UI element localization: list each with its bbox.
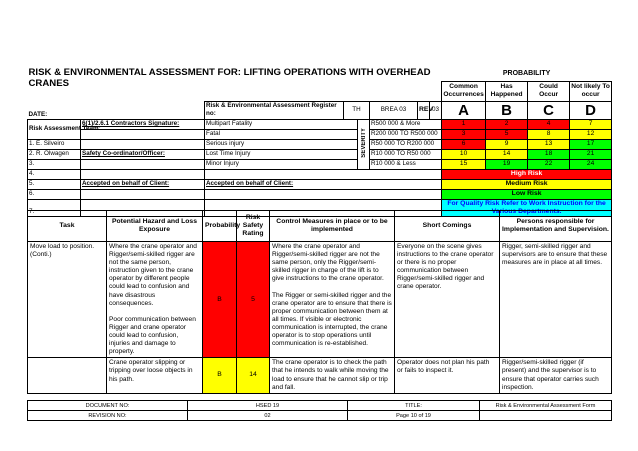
severity-level-cost: R10 000 & Less: [370, 159, 442, 169]
probability-cell: B: [203, 242, 237, 358]
team-cell: [205, 189, 442, 199]
column-header-task: Task: [28, 211, 107, 242]
column-header-controls: Control Measures in place or to be implemented: [270, 211, 395, 242]
task-cell: Move load to position. (Conti.): [28, 242, 107, 358]
table-row: [28, 358, 612, 393]
team-member: 4.: [28, 169, 81, 179]
team-member: 1. E. Silveiro: [28, 139, 81, 149]
persons-cell: Rigger, semi-skilled rigger and supervisors are to ensure that these measures are in place at all times.: [500, 242, 612, 358]
column-header-persons: Persons responsible for Implementation and Supervision.: [500, 211, 612, 242]
team-member: 5.: [28, 179, 81, 189]
table-row: [28, 242, 612, 358]
matrix-cell: 7: [570, 119, 612, 129]
hazard-cell: Crane operator slipping or tripping over loose objects in his path.: [107, 358, 203, 393]
matrix-cell: 17: [570, 139, 612, 149]
hazard-cell: Where the crane operator and Rigger/semi-skilled rigger are not the same person, instruction given to the crane operator by different people could lead to confusion and have disastrous consequences. Poor communication between Rigger and crane operator could lead to confusion, injuries and damage to property.: [107, 242, 203, 358]
matrix-cell: 2: [486, 119, 528, 129]
client-acceptance-label: Accepted on behalf of Client:: [81, 179, 205, 189]
client-acceptance-label-2: Accepted on behalf of Client:: [205, 179, 442, 189]
probability-title: PROBABILITY: [502, 69, 551, 77]
team-cell: [81, 169, 205, 179]
matrix-cell: 15: [442, 159, 486, 169]
team-cell: [205, 169, 442, 179]
matrix-cell: 5: [486, 129, 528, 139]
severity-axis-label: SEVERITY: [358, 119, 370, 169]
matrix-cell: 6: [442, 139, 486, 149]
probability-col-a-label: Common Occurrences: [442, 81, 486, 101]
team-member: 3.: [28, 159, 81, 169]
probability-letter-b: B: [486, 101, 528, 119]
column-header-probability: Probability: [203, 211, 237, 242]
severity-level-name: Multipart Fatality: [205, 119, 358, 129]
severity-level-cost: R200 000 TO R500 000: [370, 129, 442, 139]
team-member: 6.: [28, 189, 81, 199]
matrix-cell: 10: [442, 149, 486, 159]
team-member: 2. R. Olwagen: [28, 149, 81, 159]
safety-coordinator-label: Safety Co-ordinator/Officer:: [81, 149, 205, 159]
severity-level-name: Serious injury: [205, 139, 358, 149]
page-number: Page 10 of 19: [348, 411, 480, 421]
column-header-hazard: Potential Hazard and Loss Exposure: [107, 211, 203, 242]
rating-cell: 14: [237, 358, 270, 393]
document-number-label: DOCUMENT NO:: [28, 401, 188, 411]
legend-medium-risk: Medium Risk: [442, 179, 612, 189]
probability-col-b-label: Has Happened: [486, 81, 528, 101]
probability-col-c-label: Could Occur: [528, 81, 570, 101]
team-cell: [81, 189, 205, 199]
probability-col-d-label: Not likely To occur: [570, 81, 612, 101]
document-footer: [27, 400, 612, 421]
matrix-cell: 18: [528, 149, 570, 159]
matrix-cell: 3: [442, 129, 486, 139]
column-header-rating: Risk Safety Rating: [237, 211, 270, 242]
severity-level-cost: R500 000 & More: [370, 119, 442, 129]
rating-cell: 5: [237, 242, 270, 358]
team-cell: [81, 159, 205, 169]
register-code: TH: [344, 101, 370, 119]
severity-level-name: Fatal: [205, 129, 358, 139]
date-label: DATE:: [28, 110, 48, 118]
controls-cell: The crane operator is to check the path that he intends to walk while moving the load to ensure that he cannot slip or trip and fall.: [270, 358, 395, 393]
legend-high-risk: High Risk: [442, 169, 612, 179]
revision-number-label: REVISION NO:: [28, 411, 188, 421]
team-cell: [81, 139, 205, 149]
matrix-cell: 14: [486, 149, 528, 159]
hazard-table: [27, 210, 612, 394]
rev-value: 03: [430, 101, 442, 119]
probability-cell: B: [203, 358, 237, 393]
matrix-cell: 1: [442, 119, 486, 129]
matrix-cell: 4: [528, 119, 570, 129]
matrix-cell: 8: [528, 129, 570, 139]
matrix-cell: 12: [570, 129, 612, 139]
register-label: Risk & Environmental Assessment Register no:: [205, 101, 344, 119]
matrix-cell: 21: [570, 149, 612, 159]
team-member: 7.: [28, 199, 81, 216]
severity-level-cost: R10 000 TO R50 000: [370, 149, 442, 159]
team-label: Risk Assessment Team:: [28, 119, 81, 139]
matrix-cell: 24: [570, 159, 612, 169]
controls-cell: Where the crane operator and Rigger/semi-skilled rigger are not the same person, only the Rigger/semi-skilled rigger in charge of the lift is to give instructions to the crane operator. The Rigger or semi-skilled rigger and the crane operator are to ensure that there is proper communication between them at all times. If visible or electronic communication is interrupted, the crane operator is to stop operations until communication is re-established.: [270, 242, 395, 358]
legend-low-risk: Low Risk: [442, 189, 612, 199]
persons-cell: Rigger/semi-skilled rigger (if present) and the supervisor is to ensure that operator carries such inspection.: [500, 358, 612, 393]
probability-letter-d: D: [570, 101, 612, 119]
column-header-shortcomings: Short Comings: [395, 211, 500, 242]
shortcomings-cell: Everyone on the scene gives instructions to the crane operator or there is no proper communication between Rigger/semi-skilled rigger and crane operator.: [395, 242, 500, 358]
task-cell: [28, 358, 107, 393]
legend-quality-note: For Quality Risk Refer to Work Instruction for the Various Departments.: [442, 199, 612, 216]
matrix-cell: 19: [486, 159, 528, 169]
probability-letter-a: A: [442, 101, 486, 119]
assessment-title: RISK & ENVIRONMENTAL ASSESSMENT FOR: LIFTING OPERATIONS WITH OVERHEAD CRANES: [28, 67, 431, 89]
severity-level-cost: R50 000 TO R200 000: [370, 139, 442, 149]
document-title-value: Risk & Environmental Assessment Form: [480, 401, 612, 411]
probability-letter-c: C: [528, 101, 570, 119]
document-title-label: TITLE:: [348, 401, 480, 411]
contractor-signature-label: 6(1)/2.6.1 Contractors Signature:: [81, 119, 205, 129]
register-ref: BREA 03: [370, 101, 418, 119]
rev-label: REV: [418, 101, 430, 119]
matrix-cell: 13: [528, 139, 570, 149]
shortcomings-cell: Operator does not plan his path or fails to inspect it.: [395, 358, 500, 393]
matrix-cell: 22: [528, 159, 570, 169]
severity-level-name: Minor Injury: [205, 159, 358, 169]
assessment-header: [27, 67, 612, 217]
document-number-value: HSED 19: [188, 401, 348, 411]
severity-level-name: Lost Time Injury: [205, 149, 358, 159]
matrix-cell: 9: [486, 139, 528, 149]
footer-empty-cell: [480, 411, 612, 421]
revision-number-value: 02: [188, 411, 348, 421]
